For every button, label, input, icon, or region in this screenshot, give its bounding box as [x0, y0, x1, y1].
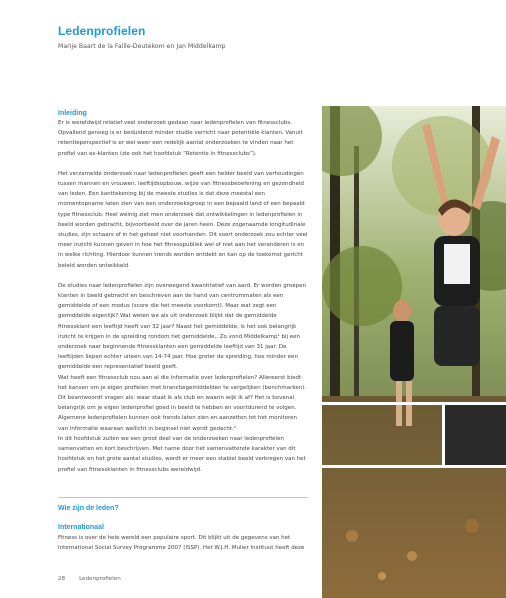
international-subheading: Internationaal — [58, 524, 104, 531]
intro-paragraph-2: Het verzamelde onderzoek naar ledenprofielen geeft een helder beeld van verhoudingen tussen mannen en vrouwen, leeftijdsopbouw, wijze van fitnessbeoefening en gezondheid van leden. Een kanttekening bij de meeste studies is dat deze meestal een momentopname laten zien van een onderzoeksgroep in een bepaald land of een bepaald type fitnessclub. Heel weinig ziet men onderzoek dat ontwikkelingen in ledenprofielen in beeld worden gebracht, bijvoorbeeld over de jaren heen. Deze zogenaamde longitudinale studies, zijn schaars of in het geheel niet voorhanden. Dit soort onderzoek zou echter veel meer inzicht kunnen geven in hoe het fitnesspubliek wel of niet aan het veranderen is en in welke richting. Hierdoor kunnen trends worden ontdekt en kan op de toekomst gericht beleid worden ontwikkeld. — [58, 170, 308, 269]
dark-photo-tile — [445, 405, 506, 465]
chapter-title: Ledenprofielen — [58, 24, 146, 38]
running-title: Ledenprofielen — [79, 576, 121, 582]
runner-photo-illustration — [322, 106, 506, 598]
intro-heading: Inleiding — [58, 110, 87, 117]
intro-paragraph-4: Wat heeft een fitnessclub nou aan al die informatie over ledenprofielen? Allereerst biedt het kansen om je eigen profielen met branchegemiddelden te vergelijken (benchmarken). Dit beantwoordt vragen als: waar staat ik als club en waarin wijk ik af? Het is bovenal belangrijk om je eigen ledenprofiel goed in beeld te hebben en voortdurend te volgen. Algemene ledenprofielen kunnen ook trends laten zien en aanzetten tot het monitoren van informatie waaraan wellicht in beginsel niet wordt gedacht.² — [58, 374, 307, 432]
chapter-authors: Marije Baart de la Faille-Deutekom en Jan Middelkamp — [58, 43, 226, 50]
members-heading: Wie zijn de leden? — [58, 505, 119, 512]
runner-photo — [322, 106, 506, 598]
intro-paragraph-3: De studies naar ledenprofielen zijn overwegend kwantitatief van aard. Er worden groepen klanten in beeld gebracht en beschreven aan de hand van centrummaten als een gemiddelde of een modus (score die het meeste voorkomt). Maar wat zegt een gemiddelde eigenlijk? Wat weten we als uit onderzoek blijkt dat de gemiddelde fitnessklant een leeftijd heeft van 32 jaar? Naast het gemiddelde, is het ook belangrijk inzicht te krijgen in de spreiding rondom het gemiddelde,. Zo vond Middelkamp¹ bij een onderzoek naar beginnende fitnessklanten een gemiddelde leeftijd van 31 jaar. De leeftijden liepen echter uiteen van 14-74 jaar. Hoe groter de spreiding, hoe minder een gemiddelde een representatief beeld geeft. — [58, 282, 306, 371]
intro-section — [58, 110, 308, 475]
members-section — [58, 505, 308, 553]
international-paragraph: Fitness is over de hele wereld een populaire sport. Dit blijkt uit de gegevens van het International Social Survey Programme 2007 (ISSP). Het W.J.H. Mulier Instituut heeft deze — [58, 535, 305, 552]
section-divider — [58, 497, 308, 498]
intro-paragraph-5: In dit hoofdstuk zullen we een groot deel van de onderzoeken naar ledenprofielen samenvatten en kort beschrijven. Met name door het samenvattende karakter van dit hoofdstuk en het grote aantal studies, wordt er meer een stabiel beeld verkregen van het profiel van fitnessklanten in fitnessclubs wereldwijd. — [58, 435, 306, 473]
photo-gutter-horizontal-2 — [322, 465, 506, 468]
page-number: 28 — [58, 576, 66, 582]
page-footer — [58, 576, 135, 582]
intro-paragraph-1: Er is wereldwijd relatief veel onderzoek gedaan naar ledenprofielen van fitnessclubs. Opvallend genoeg is er beduidend minder studie verricht naar potentiële klanten. Vanuit retentieperspectief is er wel weer een redelijk aantal onderzoeken te vinden naar het profiel van ex-klanten (zie ook het hoofdstuk “Retentie in fitnessclubs”). — [58, 120, 303, 157]
